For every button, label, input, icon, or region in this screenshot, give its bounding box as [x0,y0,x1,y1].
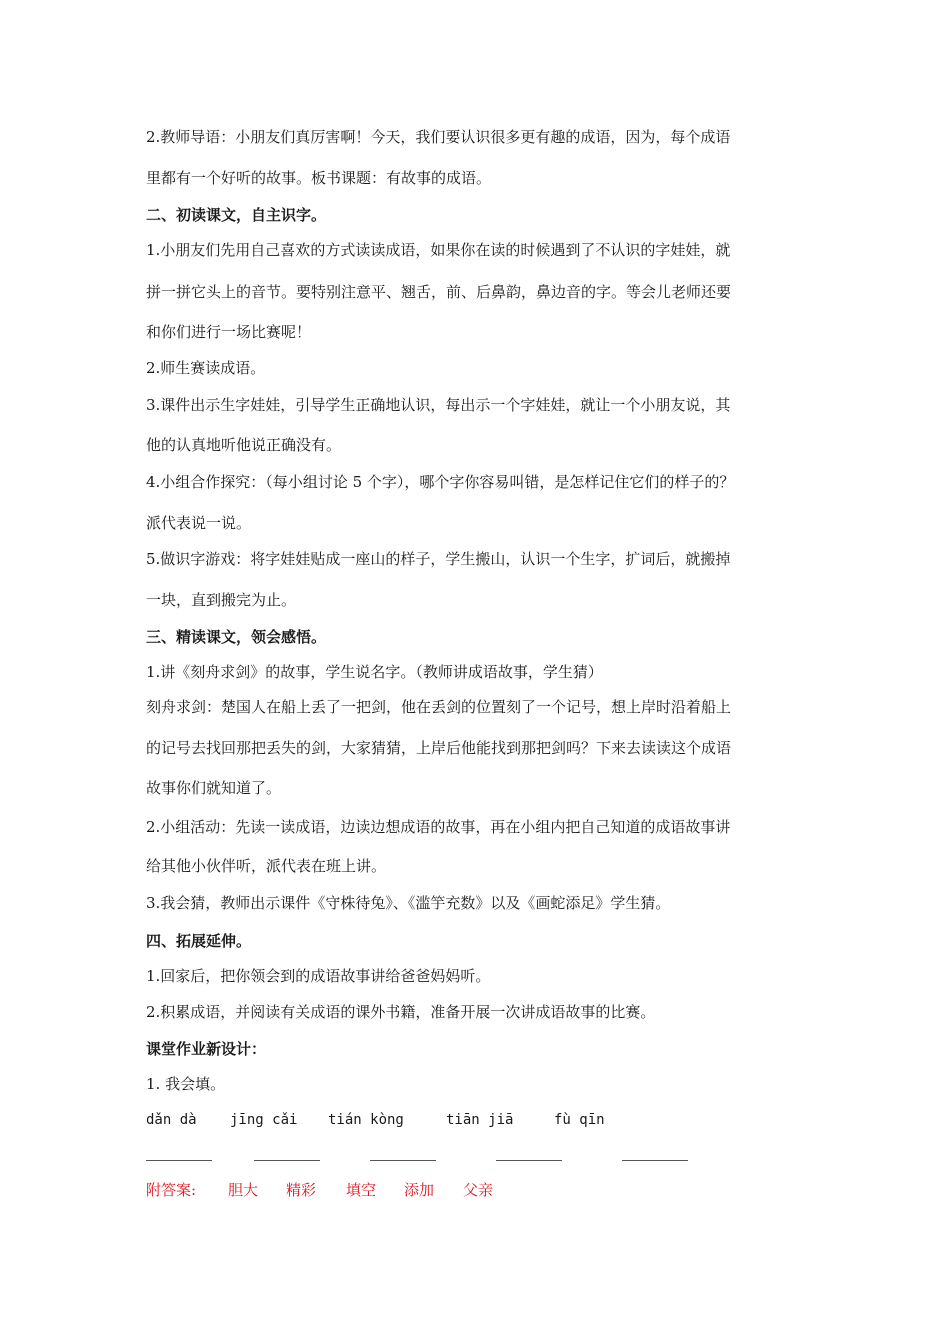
pinyin-item: tián kòng [328,1112,404,1128]
text-line: 里都有一个好听的故事。板书课题：有故事的成语。 [146,169,492,187]
text-line: 5.做识字游戏：将字娃娃贴成一座山的样子，学生搬山，认识一个生字，扩词后，就搬掉 [146,550,731,568]
text-line: 2.教师导语：小朋友们真厉害啊！今天，我们要认识很多更有趣的成语，因为，每个成语 [146,128,731,146]
text-line: 刻舟求剑：楚国人在船上丢了一把剑，他在丢剑的位置刻了一个记号，想上岸时沿着船上 [146,698,732,716]
answer-label: 附答案: [146,1181,197,1199]
answer-blank [622,1160,688,1161]
answer-item: 填空 [346,1181,377,1199]
pinyin-item: tiān jiā [446,1112,514,1128]
text-line: 1.回家后，把你领会到的成语故事讲给爸爸妈妈听。 [146,967,491,985]
section-heading: 三、精读课文，领会感悟。 [146,628,327,646]
answer-item: 胆大 [228,1181,259,1199]
text-line: 2.小组活动：先读一读成语，边读边想成语的故事，再在小组内把自己知道的成语故事讲 [146,818,731,836]
text-line: 3.我会猜，教师出示课件《守株待兔》、《滥竽充数》以及《画蛇添足》学生猜。 [146,894,671,912]
section-heading: 二、初读课文，自主识字。 [146,206,327,224]
text-line: 2.积累成语，并阅读有关成语的课外书籍，准备开展一次讲成语故事的比赛。 [146,1003,656,1021]
text-line: 派代表说一说。 [146,514,252,532]
text-line: 给其他小伙伴听，派代表在班上讲。 [146,857,387,875]
section-heading: 四、拓展延伸。 [146,932,252,950]
text-line: 1.小朋友们先用自己喜欢的方式读读成语，如果你在读的时候遇到了不认识的字娃娃，就 [146,241,731,259]
answer-item: 添加 [404,1181,435,1199]
answer-item: 父亲 [463,1181,494,1199]
text-line: 他的认真地听他说正确没有。 [146,436,342,454]
text-line: 1. 我会填。 [146,1075,226,1093]
text-line: 拼一拼它头上的音节。要特别注意平、翘舌，前、后鼻韵，鼻边音的字。等会儿老师还要 [146,283,732,301]
answer-row [146,1180,746,1200]
text-line: 4.小组合作探究：（每小组讨论 5 个字），哪个字你容易叫错，是怎样记住它们的样子的？ [146,473,735,491]
section-heading: 课堂作业新设计： [146,1040,267,1058]
text-line: 的记号去找回那把丢失的剑，大家猜猜，上岸后他能找到那把剑吗？下来去读读这个成语 [146,739,732,757]
answer-item: 精彩 [286,1181,317,1199]
text-line: 2.师生赛读成语。 [146,359,266,377]
answer-blank [254,1160,320,1161]
text-line: 3.课件出示生字娃娃，引导学生正确地认识，每出示一个字娃娃，就让一个小朋友说，其 [146,396,731,414]
pinyin-item: jīng cǎi [230,1112,298,1128]
text-line: 故事你们就知道了。 [146,779,282,797]
text-line: 1.讲《刻舟求剑》的故事，学生说名字。（教师讲成语故事，学生猜） [146,663,603,681]
pinyin-item: fù qīn [554,1112,605,1128]
answer-blank [370,1160,436,1161]
text-line: 一块，直到搬完为止。 [146,591,297,609]
answer-blank [146,1160,212,1161]
text-line: 和你们进行一场比赛呢！ [146,323,312,341]
pinyin-item: dǎn dà [146,1112,197,1128]
answer-blank [496,1160,562,1161]
